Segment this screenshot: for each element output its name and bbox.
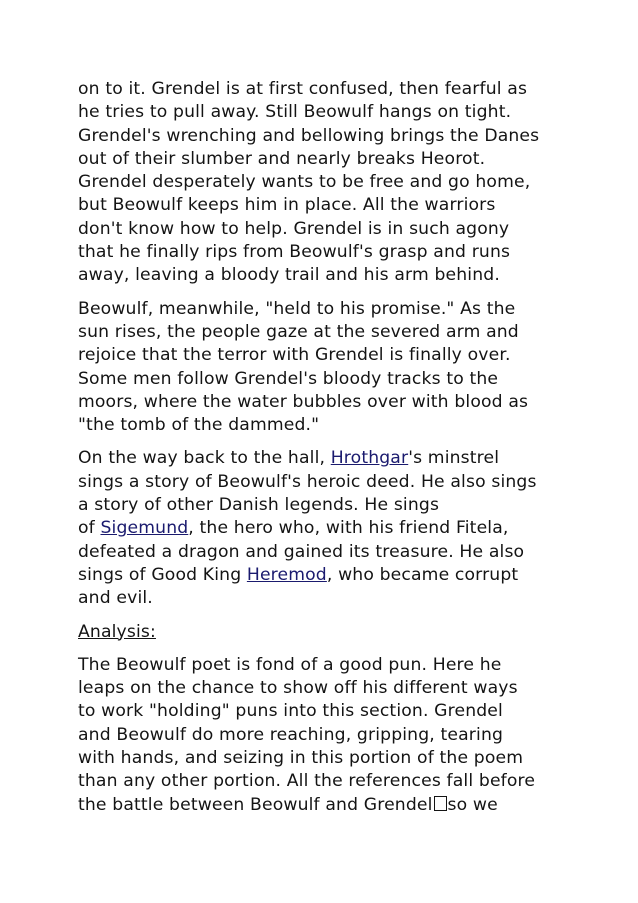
link-hrothgar[interactable]: Hrothgar [330,448,409,469]
text-line: sun rises, the people gaze at the severed arm and [78,321,519,342]
text-segment: the battle between Beowulf and Grendel [78,794,433,815]
paragraph-4 [78,654,573,817]
analysis-heading-block [78,621,573,644]
analysis-heading: Analysis: [78,621,156,642]
text-line: don't know how to help. Grendel is in such agony [78,218,510,239]
paragraph-2 [78,298,573,438]
text-line [78,564,573,587]
link-sigemund[interactable]: Sigemund [100,518,189,539]
text-line: leaps on the chance to show off his different ways [78,678,518,699]
text-line: defeated a dragon and gained its treasure. He also [78,541,525,562]
text-line: and Beowulf do more reaching, gripping, tearing [78,724,504,745]
text-line: Grendel desperately wants to be free and go home, [78,172,531,193]
text-line: on to it. Grendel is at first confused, then fearful as [78,79,528,99]
text-segment: , who became corrupt [326,564,519,585]
text-line: that he finally rips from Beowulf's grasp and runs [78,242,511,263]
paragraph-1 [78,78,573,288]
text-line: Beowulf, meanwhile, "held to his promise." As the [78,298,516,319]
text-line: a story of other Danish legends. He sings [78,495,440,516]
text-line: than any other portion. All the references fall before [78,771,536,792]
text-line: away, leaving a bloody trail and his arm behind. [78,265,500,286]
text-line: out of their slumber and nearly breaks Heorot. [78,148,486,169]
text-line: moors, where the water bubbles over with blood as [78,391,529,412]
document-page [78,78,573,827]
paragraph-3 [78,447,573,610]
link-heremod[interactable]: Heremod [246,564,327,585]
text-segment: sings of Good King [78,564,247,585]
text-segment: 's minstrel [408,448,500,469]
text-line: rejoice that the terror with Grendel is finally over. [78,345,511,366]
text-line [78,517,573,540]
text-segment: of [78,518,101,539]
text-segment: , the hero who, with his friend Fitela, [188,518,509,539]
text-line: but Beowulf keeps him in place. All the warriors [78,195,496,216]
text-line: sings a story of Beowulf's heroic deed. He also sings [78,471,537,492]
text-line: The Beowulf poet is fond of a good pun. Here he [78,654,502,675]
text-line: he tries to pull away. Still Beowulf hangs on tight. [78,102,512,123]
text-line [78,794,573,817]
text-line: with hands, and seizing in this portion of the poem [78,748,524,769]
text-line: "the tomb of the dammed." [78,415,320,436]
missing-glyph-box-icon [434,796,447,811]
text-line: Grendel's wrenching and bellowing brings the Danes [78,125,540,146]
text-line: Some men follow Grendel's bloody tracks to the [78,368,499,389]
text-segment: so we [447,794,498,815]
text-line: to work "holding" puns into this section. Grendel [78,701,503,722]
text-line: and evil. [78,588,153,609]
text-line [78,447,573,470]
text-segment: On the way back to the hall, [78,448,331,469]
